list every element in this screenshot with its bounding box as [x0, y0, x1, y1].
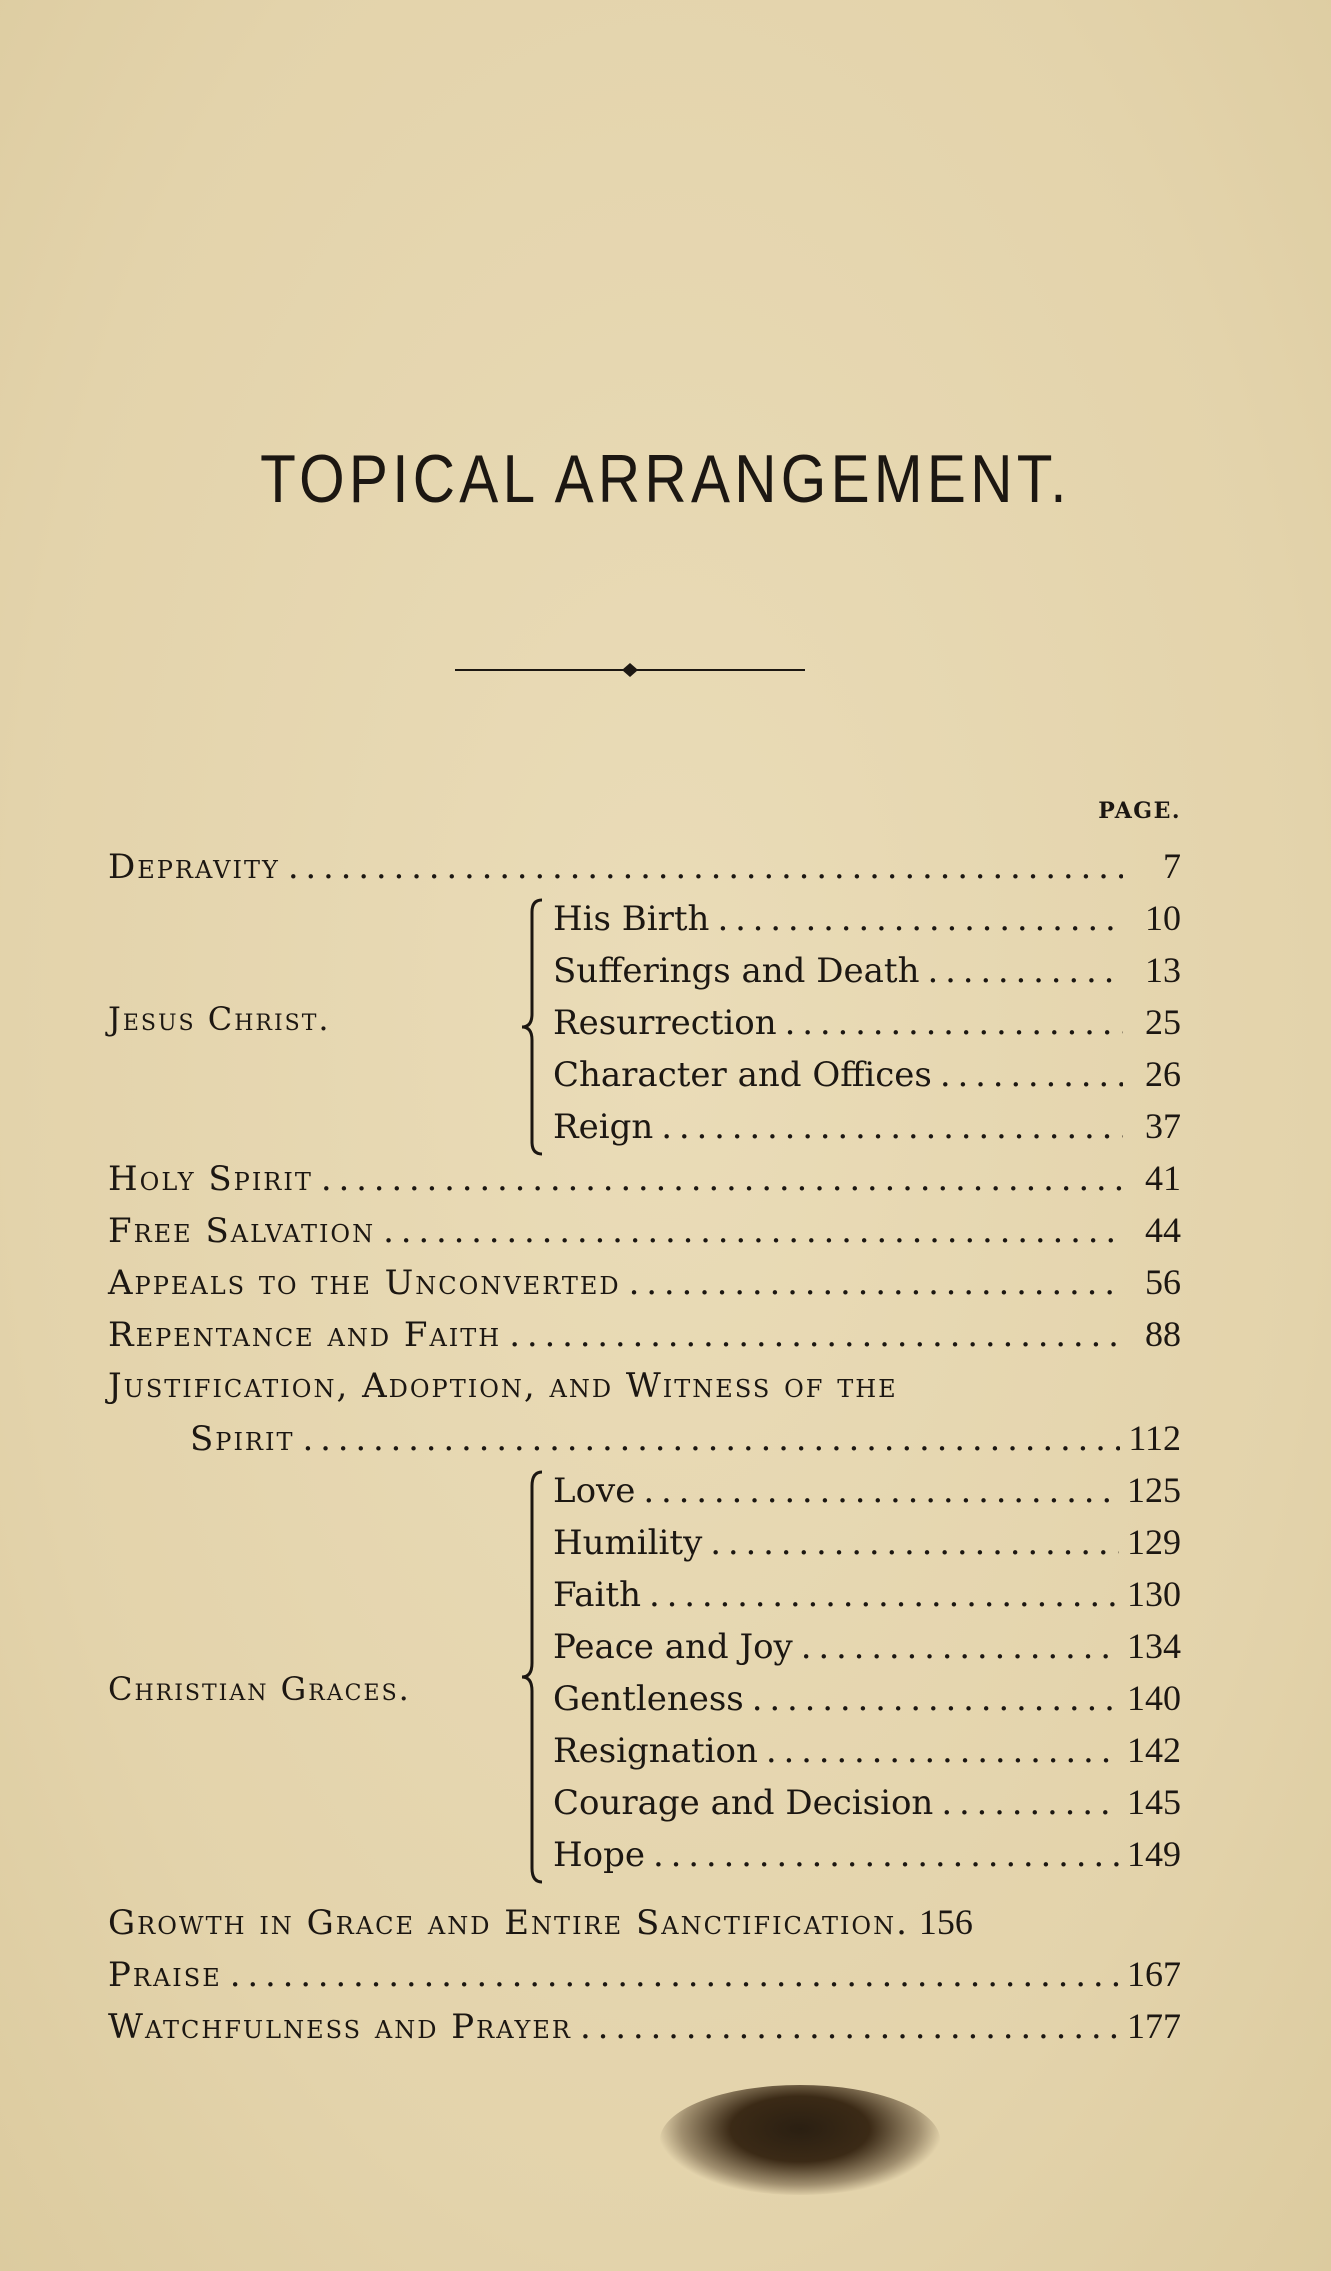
leader-dots — [927, 945, 1123, 997]
brace-icon — [516, 1468, 546, 1886]
leader-dots — [710, 1517, 1119, 1569]
toc-subentry — [553, 1516, 1181, 1568]
leader-dots — [383, 1205, 1123, 1257]
toc-subentry-page: 130 — [1127, 1574, 1181, 1614]
page-title: TOPICAL ARRANGEMENT. — [260, 441, 1071, 517]
toc-subentry-page: 13 — [1145, 950, 1181, 990]
toc-subentry — [553, 1724, 1181, 1776]
toc-entry-label: Appeals to the Unconverted — [108, 1263, 621, 1303]
leader-dots — [661, 1101, 1123, 1153]
toc-subentry-page: 134 — [1127, 1626, 1181, 1666]
toc-entry-label: Holy Spirit — [108, 1159, 313, 1199]
divider-ornament — [455, 660, 805, 680]
toc-entry-praise — [108, 1948, 1181, 2000]
toc-subentry — [553, 944, 1181, 996]
toc-subentry — [553, 1048, 1181, 1100]
toc-subentry-page: 10 — [1145, 898, 1181, 938]
toc-entry-page: 177 — [1127, 2006, 1181, 2046]
leader-dots — [580, 2001, 1119, 2053]
toc-subentry-page: 142 — [1127, 1730, 1181, 1770]
toc-subentry — [553, 996, 1181, 1048]
toc-subentry-page: 145 — [1127, 1782, 1181, 1822]
toc-subentry-page: 140 — [1127, 1678, 1181, 1718]
toc-subentry-label: Gentleness — [553, 1679, 744, 1719]
leader-dots — [752, 1673, 1119, 1725]
toc-entry-page: 56 — [1145, 1262, 1181, 1302]
leader-dots — [941, 1777, 1119, 1829]
page-column-header: PAGE. — [1098, 798, 1181, 824]
toc-subentry-page: 26 — [1145, 1054, 1181, 1094]
toc-subentry — [553, 1464, 1181, 1516]
leader-dots — [653, 1829, 1119, 1881]
toc-subentry-label: Resignation — [553, 1731, 758, 1771]
toc-subentry-label: Love — [553, 1471, 636, 1511]
group-label-jesus-christ: Jesus Christ. — [108, 1000, 331, 1038]
toc-entry-justification-cont — [190, 1412, 1181, 1464]
toc-subentry-label: Peace and Joy — [553, 1627, 793, 1667]
toc-subentry-label: Reign — [553, 1107, 654, 1147]
toc-entry-page: 167 — [1127, 1954, 1181, 1994]
toc-subentry-label: Character and Offices — [553, 1055, 932, 1095]
leader-dots — [321, 1153, 1123, 1205]
toc-entry-label: Free Salvation — [108, 1211, 376, 1251]
toc-entry-label: Praise — [108, 1955, 222, 1995]
toc-entry-page: 112 — [1128, 1418, 1181, 1458]
toc-entry-label: Depravity — [108, 847, 280, 887]
toc-subentry-page: 37 — [1145, 1106, 1181, 1146]
toc-subentry — [553, 1828, 1181, 1880]
toc-subentry-label: Faith — [553, 1575, 641, 1615]
toc-entry-label: Growth in Grace and Entire Sanctification. — [108, 1903, 909, 1943]
toc-subentry-page: 25 — [1145, 1002, 1181, 1042]
toc-entry-page: 41 — [1145, 1158, 1181, 1198]
ink-stain — [660, 2085, 940, 2195]
toc-subentry — [553, 1620, 1181, 1672]
toc-entry-label: Justification, Adoption, and Witness of the — [108, 1366, 898, 1406]
toc-subentry-label: Courage and Decision — [553, 1783, 934, 1823]
brace-icon — [516, 896, 546, 1158]
toc-entry-page: 7 — [1163, 846, 1181, 886]
toc-entry-justification — [108, 1360, 1181, 1412]
leader-dots — [643, 1465, 1119, 1517]
group-label-christian-graces: Christian Graces. — [108, 1670, 411, 1708]
toc-subentry-label: Sufferings and Death — [553, 951, 920, 991]
toc-entry-holy-spirit — [108, 1152, 1181, 1204]
toc-entry-free-salvation — [108, 1204, 1181, 1256]
toc-subentry — [553, 892, 1181, 944]
leader-dots — [717, 893, 1123, 945]
toc-entry-label: Watchfulness and Prayer — [108, 2007, 572, 2047]
toc-subentry-page: 129 — [1127, 1522, 1181, 1562]
toc-subentry-label: Hope — [553, 1835, 646, 1875]
leader-dots — [629, 1257, 1123, 1309]
toc-entry-growth-in-grace — [108, 1896, 1181, 1948]
leader-dots — [230, 1949, 1119, 2001]
toc-entry-label: Repentance and Faith — [108, 1315, 502, 1355]
leader-dots — [766, 1725, 1119, 1777]
toc-subentry-label: His Birth — [553, 899, 710, 939]
toc-entry-watchfulness — [108, 2000, 1181, 2052]
toc-entry-label-cont: Spirit — [190, 1419, 295, 1459]
leader-dots — [785, 997, 1123, 1049]
toc-subentry — [553, 1672, 1181, 1724]
toc-subentry-label: Humility — [553, 1523, 703, 1563]
toc-subentry — [553, 1568, 1181, 1620]
toc-entry-depravity — [108, 840, 1181, 892]
leader-dots — [302, 1413, 1120, 1465]
toc-subentry-page: 125 — [1127, 1470, 1181, 1510]
toc-subentry-label: Resurrection — [553, 1003, 777, 1043]
toc-subentry — [553, 1776, 1181, 1828]
leader-dots — [509, 1309, 1123, 1361]
toc-entry-page: 156 — [918, 1902, 973, 1942]
toc-subentry — [553, 1100, 1181, 1152]
toc-entry-page: 44 — [1145, 1210, 1181, 1250]
toc-entry-appeals — [108, 1256, 1181, 1308]
leader-dots — [940, 1049, 1123, 1101]
leader-dots — [288, 841, 1123, 893]
leader-dots — [649, 1569, 1119, 1621]
toc-entry-repentance — [108, 1308, 1181, 1360]
leader-dots — [801, 1621, 1119, 1673]
toc-entry-page: 88 — [1145, 1314, 1181, 1354]
toc-subentry-page: 149 — [1127, 1834, 1181, 1874]
